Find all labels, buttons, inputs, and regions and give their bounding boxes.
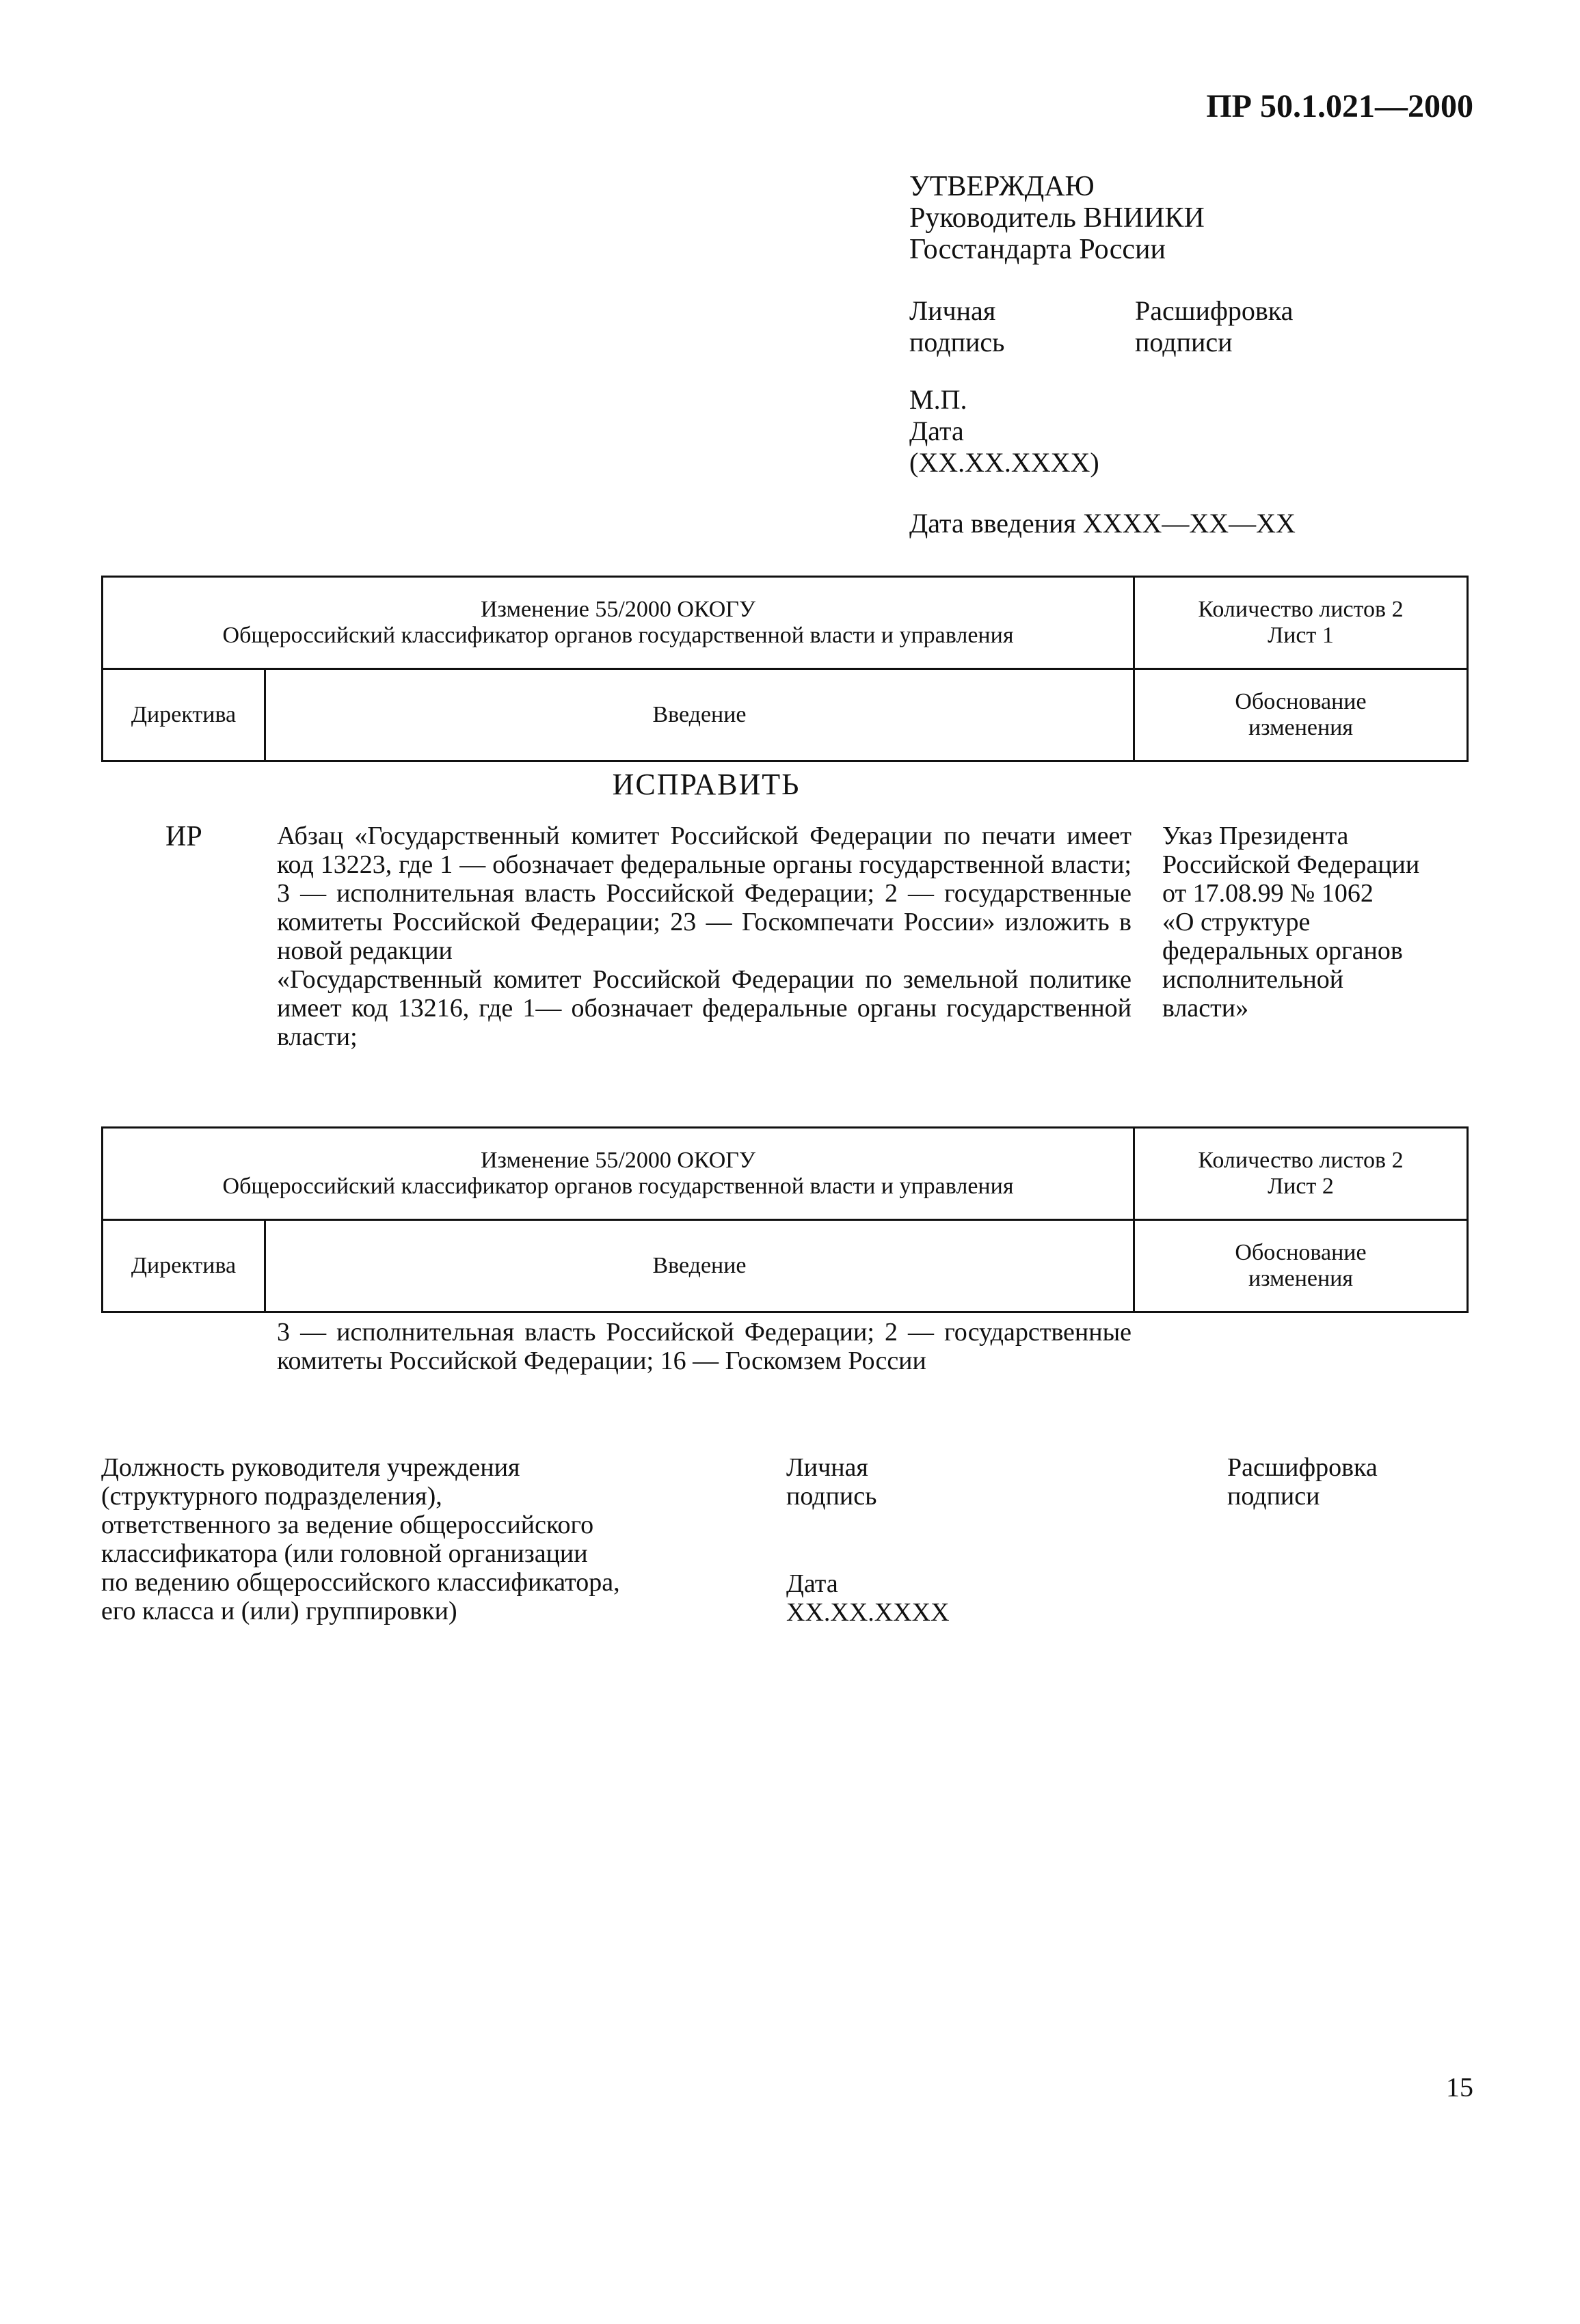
- approval-line: УТВЕРЖДАЮ: [909, 171, 1095, 202]
- stamp-date-block: [909, 384, 1320, 478]
- reason-line: изменения: [1248, 1266, 1354, 1291]
- transcript-label-line: подписи: [1227, 1482, 1320, 1511]
- sheet1-title-line1: Изменение 55/2000 ОКОГУ: [481, 597, 755, 622]
- signature-label-line: подпись: [909, 327, 1005, 357]
- sheet1-title-line2: Общероссийский классификатор органов государственной власти и управления: [222, 623, 1014, 648]
- reason-line: Обоснование: [1235, 689, 1367, 714]
- page-number: 15: [1446, 2072, 1473, 2103]
- transcript-label: [1135, 295, 1361, 358]
- signature-label-line: Личная: [909, 295, 996, 326]
- document-number: ПР 50.1.021—2000: [1206, 88, 1473, 124]
- fix-paragraph-2: «Государственный комитет Российской Федерации по земельной политике имеет код 13216, где 1— обозначает федеральные органы государственной власти;: [277, 965, 1132, 1051]
- transcript-label-line: Расшифровка: [1135, 295, 1294, 326]
- basis-line: федеральных органов: [1162, 936, 1403, 965]
- reason-line: Обоснование: [1235, 1240, 1367, 1265]
- sheet2-col-intro: Введение: [265, 1220, 1134, 1312]
- footer-signature: [786, 1453, 1046, 1511]
- fix-code: ИР: [165, 821, 202, 852]
- sheet2-col-reason: [1134, 1220, 1468, 1312]
- sheet1-count-line: Количество листов 2: [1198, 597, 1404, 622]
- position-line: по ведению общероссийского классификатора,: [101, 1568, 620, 1597]
- sheet1-col-intro: Введение: [265, 669, 1134, 761]
- sheet2-number-line: Лист 2: [1268, 1174, 1334, 1199]
- fix-heading: ИСПРАВИТЬ: [612, 768, 801, 801]
- stamp-label: М.П.: [909, 384, 967, 415]
- basis-line: Указ Президента: [1162, 822, 1349, 850]
- footer-position: [101, 1453, 771, 1625]
- basis-line: Российской Федерации: [1162, 850, 1420, 879]
- sheet2-title-line2: Общероссийский классификатор органов государственной власти и управления: [222, 1174, 1014, 1199]
- sheet2-count: [1134, 1128, 1468, 1220]
- signature-label: [909, 295, 1114, 358]
- intro-date: Дата введения XXXX—XX—XX: [909, 508, 1296, 539]
- signature-label-line: подпись: [786, 1482, 877, 1511]
- date-value: (XX.XX.XXXX): [909, 447, 1099, 478]
- footer-transcript: [1227, 1453, 1501, 1511]
- basis-line: исполнительной: [1162, 965, 1344, 994]
- basis-line: «О структуре: [1162, 908, 1311, 936]
- approval-block: [909, 171, 1333, 265]
- sheet1-number-line: Лист 1: [1268, 623, 1334, 648]
- position-line: (структурного подразделения),: [101, 1482, 442, 1511]
- position-line: классификатора (или головной организации: [101, 1539, 588, 1568]
- sheet2-header-table: [101, 1126, 1469, 1313]
- reason-line: изменения: [1248, 715, 1354, 740]
- transcript-label-line: подписи: [1135, 327, 1233, 357]
- sheet1-count: [1134, 577, 1468, 669]
- fix-paragraph-1: Абзац «Государственный комитет Российской Федерации по печати имеет код 13223, где 1 — обозначает федеральные органы государственной власти; 3 — исполнительная власть Российской Федерации; 2 — государственные комитеты Российской Федерации; 23 — Госкомпечати России» изложить в новой редакции: [277, 822, 1132, 965]
- transcript-label-line: Расшифровка: [1227, 1453, 1378, 1482]
- sheet1-title: [103, 577, 1134, 669]
- sheet1-col-directive: Директива: [103, 669, 265, 761]
- signature-label-line: Личная: [786, 1453, 868, 1482]
- sheet2-col-directive: Директива: [103, 1220, 265, 1312]
- sheet2-title-line1: Изменение 55/2000 ОКОГУ: [481, 1148, 755, 1173]
- position-line: Должность руководителя учреждения: [101, 1453, 520, 1482]
- basis-line: от 17.08.99 № 1062: [1162, 879, 1374, 908]
- sheet2-continuation: 3 — исполнительная власть Российской Федерации; 2 — государственные комитеты Российской Федерации; 16 — Госкомзем России: [277, 1318, 1132, 1375]
- footer-date-label: Дата: [786, 1569, 838, 1598]
- position-line: ответственного за ведение общероссийского: [101, 1511, 594, 1539]
- sheet2-title: [103, 1128, 1134, 1220]
- approval-line: Госстандарта России: [909, 234, 1166, 265]
- approval-line: Руководитель ВНИИКИ: [909, 202, 1205, 234]
- footer-date-value: XX.XX.XXXX: [786, 1598, 950, 1627]
- fix-basis: [1162, 822, 1470, 1023]
- sheet2-count-line: Количество листов 2: [1198, 1148, 1404, 1173]
- basis-line: власти»: [1162, 994, 1249, 1023]
- footer-date: [786, 1569, 1046, 1627]
- sheet1-header-table: [101, 576, 1469, 762]
- sheet1-col-reason: [1134, 669, 1468, 761]
- date-label: Дата: [909, 416, 964, 446]
- position-line: его класса и (или) группировки): [101, 1597, 457, 1625]
